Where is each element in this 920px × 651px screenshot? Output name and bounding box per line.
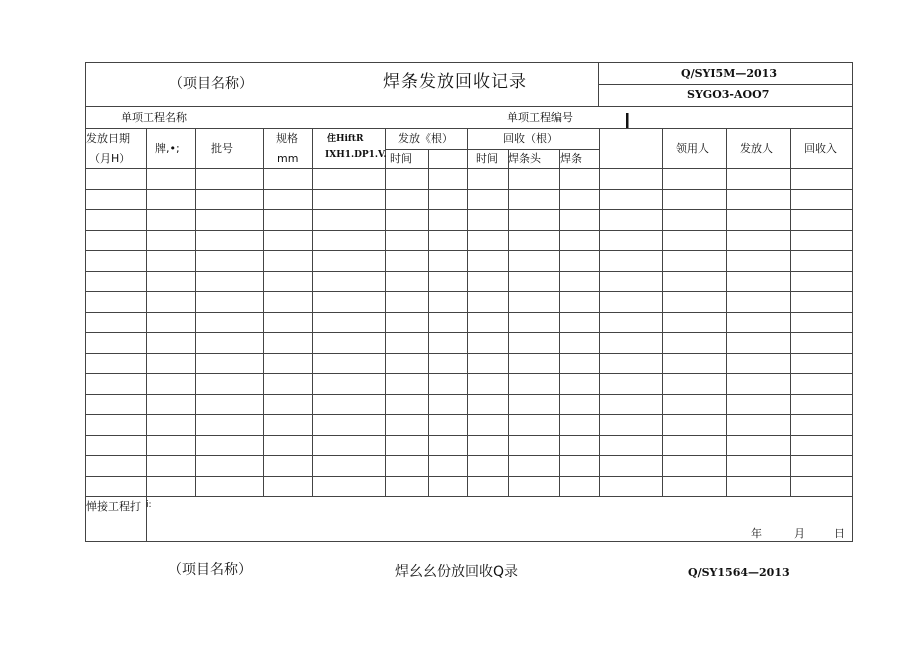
col-date: 发放日期	[86, 132, 130, 145]
unit-no-label: 单项工程编号	[507, 111, 573, 124]
engineer-label: 惮接工程打	[86, 500, 141, 513]
col-issuer: 发放人	[740, 142, 773, 155]
col-issue-group: 发放《根）	[398, 132, 453, 145]
col-batch: 批号	[211, 142, 233, 155]
form-grid	[85, 62, 853, 542]
next-form-title: 焊幺幺份放回收Q录	[395, 564, 519, 580]
col-issue-time: 时间	[390, 152, 412, 165]
col-temp: 住HiftR	[327, 134, 364, 144]
unit-name-label: 单项工程名称	[121, 111, 187, 124]
record-form	[85, 62, 853, 542]
date-month: 月	[794, 527, 805, 540]
col-recover-group: 回收（根）	[503, 132, 558, 145]
next-project-name: （项目名称）	[168, 562, 252, 578]
date-day: 日	[834, 527, 845, 540]
col-receiver: 领用人	[676, 142, 709, 155]
col-temp-2: IXH1.DP1.V.	[325, 150, 387, 160]
col-spec: 规格	[276, 132, 298, 145]
col-spec-unit: mm	[277, 152, 299, 165]
col-brand: 牌,•;	[155, 142, 180, 155]
col-recover-stub: 焊条头	[508, 152, 541, 165]
engineer-mark: i:	[146, 500, 152, 510]
next-standard-code: Q/SY1564—2013	[688, 566, 790, 579]
standard-code: Q/SYI5M—2013	[681, 67, 777, 80]
col-recover-rod: 焊条	[560, 152, 582, 165]
col-recoverer: 回收入	[804, 142, 837, 155]
form-title: 焊条发放回收记录	[383, 72, 527, 92]
date-year: 年	[751, 527, 762, 540]
col-date-unit: （月H）	[89, 152, 131, 165]
form-code: SYGO3-AOO7	[687, 88, 770, 101]
project-name: （项目名称）	[169, 76, 253, 92]
col-recover-time: 时间	[476, 152, 498, 165]
